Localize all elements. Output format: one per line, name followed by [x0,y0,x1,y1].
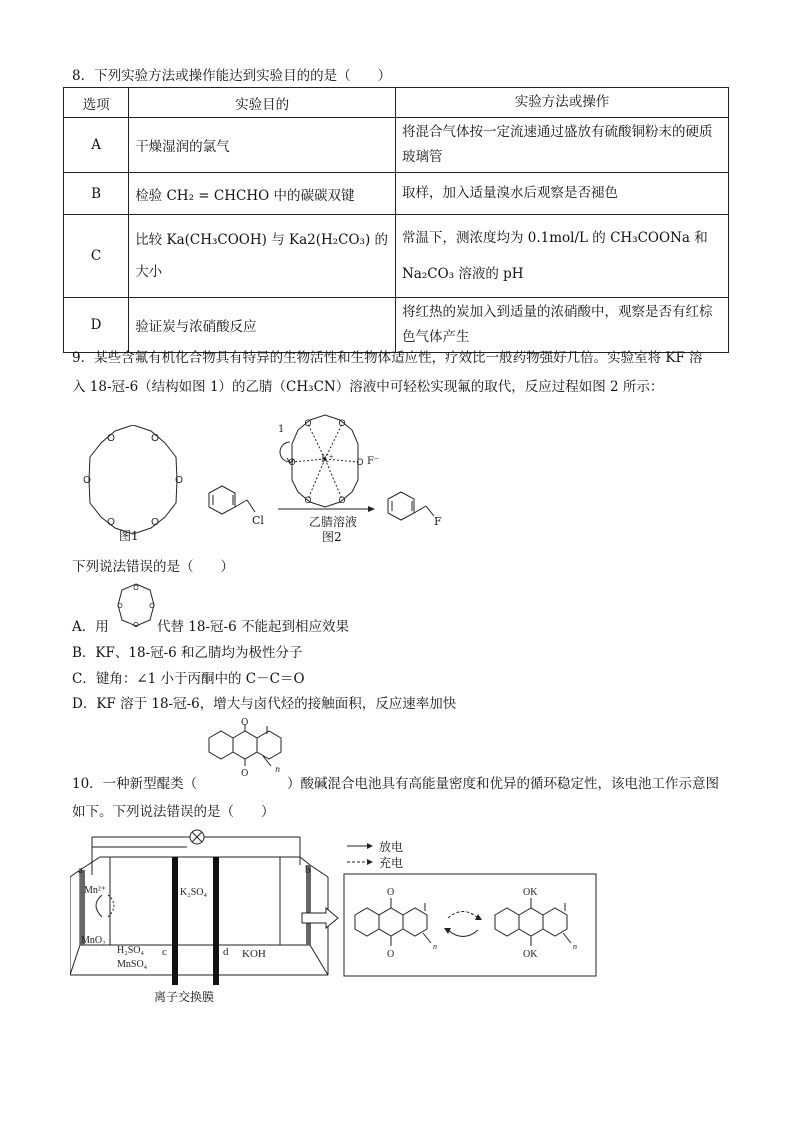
o-atom: O [288,457,296,467]
q9-question: 下列说法错误的是（ ） [72,559,234,575]
benzyl-fluoride-structure [386,488,456,528]
o-atom: O [83,475,91,486]
table-row [64,298,729,353]
q10-stem-suffix: ）酸碱混合电池具有高能量密度和优异的循环稳定性，该电池工作示意图 [287,776,719,792]
o-atom: O [149,603,155,610]
row-c-goal [129,215,396,298]
o-atom: O [175,475,183,486]
table-row [64,118,729,173]
row-c-option: C [64,215,129,298]
k2so4-label: K₂SO₄ [180,887,207,898]
oxygen-label-top: O [241,718,249,728]
q8-stem: 8．下列实验方法或操作能达到实验目的的是（ ） [72,68,392,84]
table-header-row [64,88,729,118]
ok-top: OK [523,887,538,898]
oxygen-top: O [387,887,395,898]
mno2-label: MnO₂ [81,935,106,946]
q9-option-c: C．键角：∠1 小于丙酮中的 C－C＝O [72,671,305,687]
legend-arrows [345,838,375,868]
fluoride-ion-label: F⁻ [367,456,380,467]
q9-stem-line1: 9．某些含氟有机化合物具有特异的生物活性和生物体适应性，疗效比一般药物强好几倍。实验室将 KF 溶 [72,350,703,366]
angle-1-label: 1 [278,424,285,435]
legend-charge: 充电 [379,856,404,870]
figure-2-caption: 图2 [322,530,342,544]
potassium-ion-label: K⁺ [321,454,334,465]
label-c: c [162,946,167,958]
table-row [64,215,729,298]
row-c-method-line1: 常温下，测浓度均为 0.1mol/L 的 CH₃COONa 和 [401,230,708,246]
q10-stem-prefix: 10．一种新型醌类（ [72,776,198,792]
row-d-goal: 验证炭与浓硝酸反应 [129,298,396,353]
battery-diagram [70,825,332,985]
membrane-label: 离子交换膜 [154,990,215,1004]
legend-discharge: 放电 [379,840,404,854]
chlorine-label: Cl [252,514,264,527]
oxygen-bottom: O [387,949,395,960]
row-a-method: 将混合气体按一定流速通过盛放有硫酸铜粉末的硬质玻璃管 [395,118,728,173]
row-d-method: 将红热的炭加入到适量的浓硝酸中，观察是否有红棕色气体产生 [395,298,728,353]
row-b-option: B [64,173,129,215]
electrode-a [80,870,85,945]
n-label-left: n [433,942,437,951]
o-atom: O [133,585,139,592]
table-row [64,173,729,215]
polymer-n-label: n [275,765,281,774]
q8-table [63,87,729,353]
q9-option-b: B．KF、18-冠-6 和乙腈均为极性分子 [72,645,303,661]
o-atom: O [304,495,312,505]
o-atom: O [133,622,139,629]
o-atom: O [107,433,115,444]
o-atom: O [338,495,346,505]
q10-stem-line2: 如下。下列说法错误的是（ ） [72,804,275,820]
n-label-right: n [573,942,577,951]
row-a-goal: 干燥湿润的氯气 [129,118,396,173]
o-atom: O [151,517,159,528]
row-c-goal-line1: 比较 Ka(CH₃COOH) 与 Ka2(H₂CO₃) 的 [135,232,389,248]
ok-bottom: OK [523,949,538,960]
row-b-goal: 检验 CH₂ = CHCHO 中的碳碳双键 [129,173,396,215]
mnso4-label: MnSO₄ [117,959,148,970]
o-atom: O [107,517,115,528]
row-a-option: A [64,118,129,173]
label-b: b [305,864,311,876]
figure-1-caption: 图1 [119,529,139,543]
hollow-arrow [300,907,340,929]
solvent-label: 乙腈溶液 [309,515,358,529]
o-atom: O [304,418,312,428]
row-c-method [395,215,728,298]
koh-label: KOH [242,948,266,960]
redox-scheme-box [343,873,597,977]
label-a: a [78,864,83,876]
o-atom: O [338,418,346,428]
o-atom: O [117,603,123,610]
header-method: 实验方法或操作 [395,88,728,118]
header-option: 选项 [64,88,129,118]
row-d-option: D [64,298,129,353]
figure-2-k-crown-complex [270,412,380,512]
o-atom: O [151,433,159,444]
q9-option-a-prefix: A．用 [72,619,109,635]
q9-option-a-suffix: 代替 18-冠-6 不能起到相应效果 [157,619,349,635]
figure-1-crown-ether [78,425,188,540]
row-c-method-line2: Na₂CO₃ 溶液的 pH [401,266,524,282]
header-goal: 实验目的 [129,88,396,118]
oxygen-label-bottom: O [241,769,249,779]
small-crown-ether-structure [114,580,158,630]
row-c-goal-line2: 大小 [135,264,163,280]
benzyl-chloride-structure [207,482,272,530]
quinone-polymer-structure [195,718,287,780]
o-atom: O [356,457,364,467]
mn2-label: Mn²⁺ [84,885,107,896]
row-b-method: 取样，加入适量溴水后观察是否褪色 [395,173,728,215]
electrode-b [306,865,311,945]
q9-option-d: D．KF 溶于 18-冠-6，增大与卤代烃的接触面积，反应速率加快 [72,696,457,712]
ion-exchange-membrane-d [213,857,219,985]
label-d: d [223,946,229,958]
q9-stem-line2: 入 18-冠-6（结构如图 1）的乙腈（CH₃CN）溶液中可轻松实现氟的取代，反应过程如图 2 所示： [72,379,664,395]
h2so4-label: H₂SO₄ [117,945,144,956]
fluorine-label: F [434,515,442,528]
ion-exchange-membrane-c [172,857,178,985]
